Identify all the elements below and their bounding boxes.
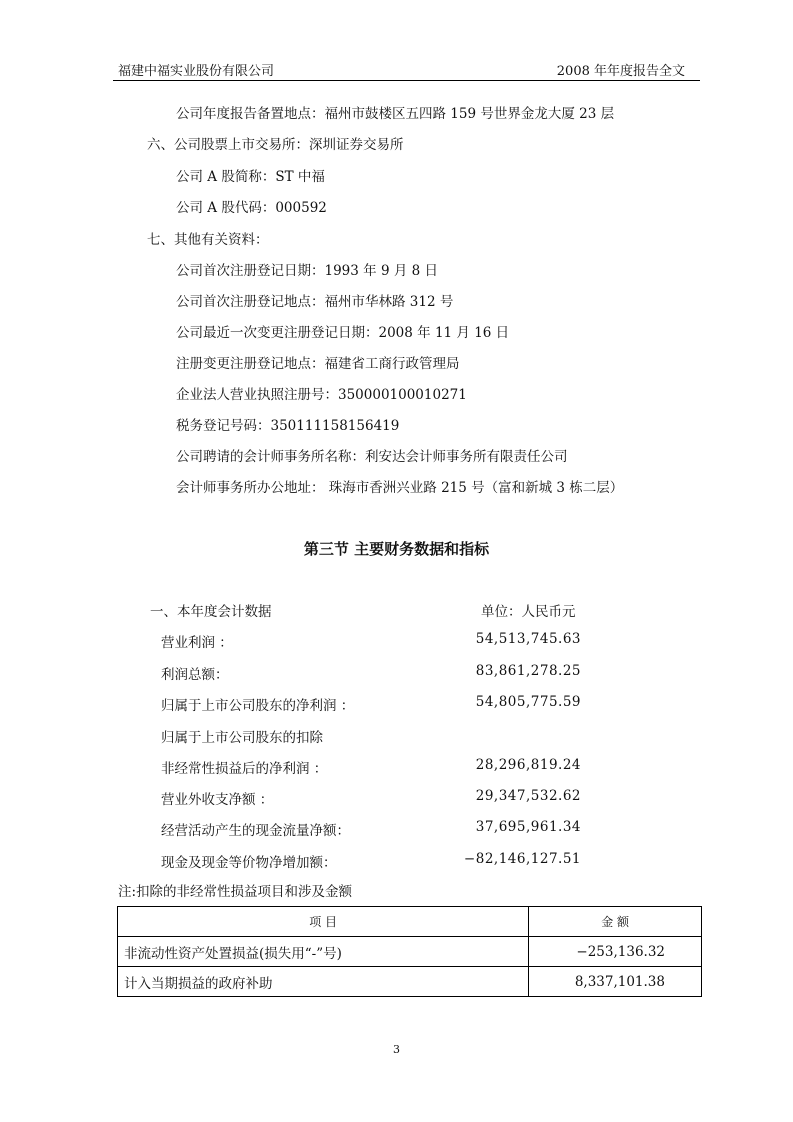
line-change-registration-place: 注册变更注册登记地点：福建省工商行政管理局 — [176, 356, 460, 372]
table-row — [118, 967, 702, 997]
section-title: 第三节 主要财务数据和指标 — [303, 540, 490, 558]
table-header-amount: 金 额 — [529, 907, 702, 937]
header-company: 福建中福实业股份有限公司 — [118, 64, 275, 79]
header-divider — [113, 80, 700, 81]
fin-value-net-profit: 54,805,775.59 — [475, 694, 581, 710]
fin-value-operating-cash-flow: 37,695,961.34 — [475, 819, 581, 835]
table-cell-amount: 8,337,101.38 — [529, 967, 702, 997]
line-latest-change-date: 公司最近一次变更注册登记日期：2008 年 11 月 16 日 — [176, 325, 510, 341]
table-header-item: 项 目 — [118, 907, 529, 937]
line-accounting-firm-address: 会计师事务所办公地址： 珠海市香洲兴业路 215 号（富和新城 3 栋二层） — [176, 480, 624, 496]
table-header-row — [118, 907, 702, 937]
page-number: 3 — [393, 1043, 400, 1056]
financial-unit: 单位：人民币元 — [481, 604, 576, 620]
fin-label-cash-increase: 现金及现金等价物净增加额： — [161, 855, 337, 871]
table-cell-amount: −253,136.32 — [529, 937, 702, 967]
non-recurring-items-table — [117, 906, 702, 997]
fin-label-net-profit-deducted: 非经常性损益后的净利润 ： — [161, 761, 328, 777]
fin-label-net-profit-deducted-line1: 归属于上市公司股东的扣除 — [161, 730, 323, 746]
line-first-registration-place: 公司首次注册登记地点：福州市华林路 312 号 — [176, 294, 454, 310]
fin-value-operating-profit: 54,513,745.63 — [475, 631, 581, 647]
fin-label-non-operating-net: 营业外收支净额 ： — [161, 792, 274, 808]
line-a-share-name: 公司 A 股简称：ST 中福 — [176, 169, 325, 185]
fin-label-total-profit: 利润总额： — [161, 667, 229, 683]
fin-label-operating-profit: 营业利润 ： — [161, 635, 233, 651]
line-accounting-firm: 公司聘请的会计师事务所名称：利安达会计师事务所有限责任公司 — [176, 449, 568, 465]
line-report-location: 公司年度报告备置地点：福州市鼓楼区五四路 159 号世界金龙大厦 23 层 — [176, 106, 615, 122]
table-cell-item: 计入当期损益的政府补助 — [118, 967, 529, 997]
line-a-share-code: 公司 A 股代码：000592 — [176, 200, 327, 216]
header-report-title: 2008 年年度报告全文 — [556, 64, 685, 79]
line-other-info-heading: 七、其他有关资料： — [147, 232, 269, 248]
table-cell-item: 非流动性资产处置损益(损失用“-”号) — [118, 937, 529, 967]
line-tax-registration-no: 税务登记号码：350111158156419 — [176, 418, 400, 434]
fin-value-cash-increase: −82,146,127.51 — [463, 851, 581, 867]
table-row — [118, 937, 702, 967]
fin-label-operating-cash-flow: 经营活动产生的现金流量净额： — [161, 823, 350, 839]
line-first-registration-date: 公司首次注册登记日期：1993 年 9 月 8 日 — [176, 263, 438, 279]
fin-value-non-operating-net: 29,347,532.62 — [475, 788, 581, 804]
financial-heading: 一、本年度会计数据 — [150, 604, 272, 620]
fin-label-net-profit: 归属于上市公司股东的净利润 ： — [161, 698, 355, 714]
line-business-license-no: 企业法人营业执照注册号：350000100010271 — [176, 387, 467, 403]
fin-value-total-profit: 83,861,278.25 — [475, 663, 581, 679]
note-text: 注:扣除的非经常性损益项目和涉及金额 — [118, 884, 353, 900]
line-stock-exchange: 六、公司股票上市交易所：深圳证券交易所 — [147, 137, 404, 153]
fin-value-net-profit-deducted: 28,296,819.24 — [475, 757, 581, 773]
